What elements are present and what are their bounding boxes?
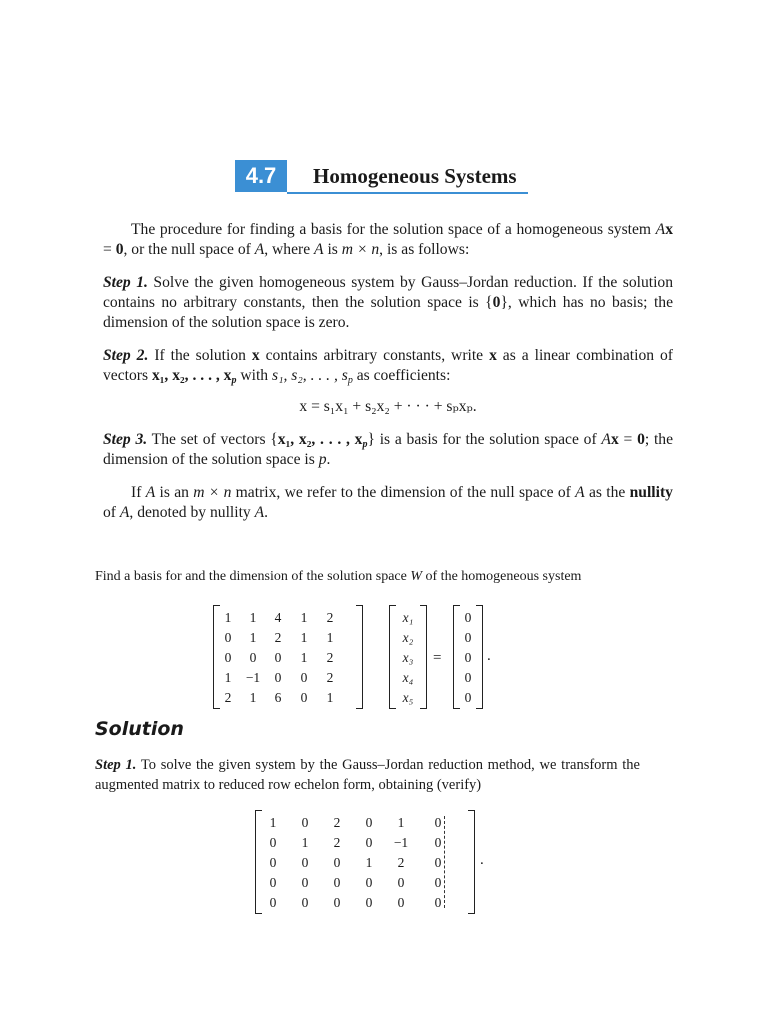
matrix-entry: 2: [326, 610, 334, 625]
matrix-entry: 0: [333, 875, 341, 890]
step-text: x₁, x₂, . . . , x: [151, 367, 232, 384]
step-text: The set of vectors {: [147, 431, 278, 448]
solution-text: To solve the given system by the Gauss–Jordan reduction method, we transform the augmented matrix to reduced row echelon form, obtaining (verify): [95, 757, 640, 793]
matrix-entry: 0: [365, 815, 373, 830]
step-text: x: [251, 347, 260, 364]
matrix-entry: −1: [393, 835, 409, 850]
matrix-entry: 0: [434, 875, 442, 890]
matrix-entry: 2: [397, 855, 405, 870]
step-text: p: [362, 439, 368, 450]
matrix-entry: 0: [249, 650, 257, 665]
intro-text: 0: [115, 241, 124, 258]
nullity-text: , denoted by nullity: [129, 504, 255, 521]
matrix-entry: 1: [269, 815, 277, 830]
step-text: A: [601, 431, 611, 448]
matrix-entry: 1: [249, 690, 257, 705]
nullity-term: nullity: [629, 484, 673, 501]
solution-step-1: [95, 755, 640, 795]
matrix-entry: x₃: [402, 650, 414, 665]
intro-text: , where: [264, 241, 315, 258]
example-text: of the homogeneous system: [422, 569, 582, 584]
matrix-entry: 0: [301, 875, 309, 890]
step-text: }, which has no basis; the dimension of the solution space is zero.: [103, 294, 673, 331]
matrix-entry: 0: [301, 895, 309, 910]
nullity-text: .: [264, 504, 269, 521]
matrix-entry: 0: [269, 875, 277, 890]
matrix-entry: 0: [365, 875, 373, 890]
matrix-entry: 6: [274, 690, 282, 705]
step-text: as a linear combination of vectors: [103, 347, 673, 384]
matrix-entry: 0: [397, 895, 405, 910]
step-text: =: [618, 431, 638, 448]
matrix-entry: 0: [269, 835, 277, 850]
nullity-text: A: [145, 484, 156, 501]
step-text: x₁, x₂, . . . , x: [277, 431, 363, 448]
step-3-paragraph: [103, 430, 673, 470]
zero-vector: [453, 605, 483, 709]
matrix-entry: 1: [249, 610, 257, 625]
matrix-entry: 1: [300, 610, 308, 625]
matrix-entry: 0: [464, 670, 472, 685]
matrix-entry: 1: [249, 630, 257, 645]
matrix-entry: 0: [434, 815, 442, 830]
intro-text: is: [323, 241, 342, 258]
step-text: 0: [637, 431, 645, 448]
matrix-entry: 0: [301, 855, 309, 870]
nullity-text: of: [103, 504, 120, 521]
step-text: x: [610, 431, 619, 448]
step-text: 0: [492, 294, 501, 311]
matrix-entry: 2: [224, 690, 232, 705]
matrix-entry: 0: [274, 670, 282, 685]
step-label: Step 1.: [95, 757, 137, 773]
step-text: If the solution: [148, 347, 252, 364]
step-text: .: [326, 451, 331, 468]
matrix-entry: 0: [397, 875, 405, 890]
section-title: Homogeneous Systems: [313, 164, 517, 188]
step-text: with: [236, 367, 272, 384]
matrix-entry: 0: [464, 610, 472, 625]
intro-text: A: [254, 241, 265, 258]
bracket-right: [356, 605, 363, 709]
variable-vector: [389, 605, 427, 709]
nullity-text: matrix, we refer to the dimension of the null space of: [231, 484, 576, 501]
matrix-entry: 0: [365, 835, 373, 850]
step-text: contains arbitrary constants, write: [259, 347, 490, 364]
matrix-entry: 1: [301, 835, 309, 850]
matrix-entry: 0: [333, 855, 341, 870]
bracket-right: [420, 605, 427, 709]
matrix-entry: 0: [434, 835, 442, 850]
matrix-entry: x₂: [402, 630, 414, 645]
example-text: W: [410, 569, 423, 584]
step-text: p: [231, 375, 237, 386]
matrix-entry: 2: [333, 835, 341, 850]
matrix-period: .: [487, 648, 491, 664]
matrix-entry: 1: [224, 610, 232, 625]
step-1-paragraph: [103, 273, 673, 333]
bracket-right: [468, 810, 475, 914]
matrix-entry: x₄: [402, 670, 414, 685]
matrix-entry: 0: [300, 690, 308, 705]
nullity-text: as the: [584, 484, 630, 501]
step-text: x: [489, 347, 497, 364]
matrix-entry: 0: [365, 895, 373, 910]
intro-text: , or the null space of: [123, 241, 255, 258]
step-text: } is a basis for the solution space of: [367, 431, 602, 448]
matrix-entry: 0: [464, 650, 472, 665]
matrix-entry: 0: [464, 630, 472, 645]
section-rule: [287, 192, 528, 194]
step-label: Step 2.: [103, 347, 149, 364]
nullity-text: A: [119, 504, 130, 521]
step-text: p: [318, 451, 327, 468]
intro-text: x: [665, 221, 673, 238]
nullity-text: A: [575, 484, 585, 501]
matrix-entry: 0: [434, 895, 442, 910]
matrix-entry: 1: [397, 815, 405, 830]
intro-text: =: [103, 241, 116, 258]
matrix-entry: 2: [326, 670, 334, 685]
equals-sign: =: [433, 650, 442, 666]
intro-paragraph: [103, 220, 673, 260]
step-text: ; the dimension of the solution space is: [103, 431, 674, 468]
matrix-entry: 4: [274, 610, 282, 625]
section-number: 4.7: [235, 160, 287, 192]
matrix-entry: 1: [300, 630, 308, 645]
matrix-period: .: [480, 852, 484, 868]
matrix-entry: 0: [224, 650, 232, 665]
matrix-entry: 0: [224, 630, 232, 645]
matrix-entry: −1: [245, 670, 261, 685]
step-text: Solve the given homogeneous system by Gauss–Jordan reduction. If the solution contains no arbitrary constants, then the solution space is {: [103, 274, 673, 311]
example-prompt: [95, 568, 620, 586]
matrix-entry: 1: [365, 855, 373, 870]
step-text: p: [347, 375, 353, 386]
matrix-entry: 1: [300, 650, 308, 665]
matrix-entry: 1: [224, 670, 232, 685]
matrix-entry: 0: [274, 650, 282, 665]
intro-text: m × n: [341, 241, 380, 258]
intro-text: A: [655, 221, 666, 238]
matrix-entry: x₁: [402, 610, 414, 625]
step-text: as coefficients:: [352, 367, 451, 384]
coefficient-matrix: [213, 605, 363, 709]
matrix-entry: 2: [326, 650, 334, 665]
matrix-entry: 1: [326, 690, 334, 705]
step-2-paragraph: [103, 346, 673, 386]
matrix-entry: x₅: [402, 690, 414, 705]
reduced-augmented-matrix: [255, 810, 475, 914]
matrix-entry: 0: [300, 670, 308, 685]
nullity-text: m × n: [193, 484, 232, 501]
matrix-entry: 0: [301, 815, 309, 830]
step-label: Step 3.: [103, 431, 148, 448]
matrix-entry: 0: [434, 855, 442, 870]
matrix-entry: 0: [269, 855, 277, 870]
matrix-entry: 0: [464, 690, 472, 705]
matrix-entry: 0: [269, 895, 277, 910]
matrix-entry: 1: [326, 630, 334, 645]
intro-text: The procedure for finding a basis for the solution space of a homogeneous system: [131, 221, 656, 238]
example-text: Find a basis for and the dimension of the solution space: [95, 569, 411, 584]
matrix-entry: 2: [274, 630, 282, 645]
linear-combination-equation: x = s₁x₁ + s₂x₂ + · · · + sₚxₚ.: [299, 398, 477, 415]
nullity-paragraph: [103, 483, 673, 523]
solution-heading: Solution: [95, 718, 184, 740]
nullity-text: A: [254, 504, 265, 521]
intro-text: , is as follows:: [379, 241, 470, 258]
step-text: s₁, s₂, . . . , s: [272, 367, 348, 384]
section-heading: [235, 160, 528, 196]
nullity-text: If: [131, 484, 146, 501]
step-label: Step 1.: [103, 274, 148, 291]
matrix-entry: 2: [333, 815, 341, 830]
intro-text: A: [314, 241, 324, 258]
nullity-text: is an: [155, 484, 194, 501]
matrix-entry: 0: [333, 895, 341, 910]
